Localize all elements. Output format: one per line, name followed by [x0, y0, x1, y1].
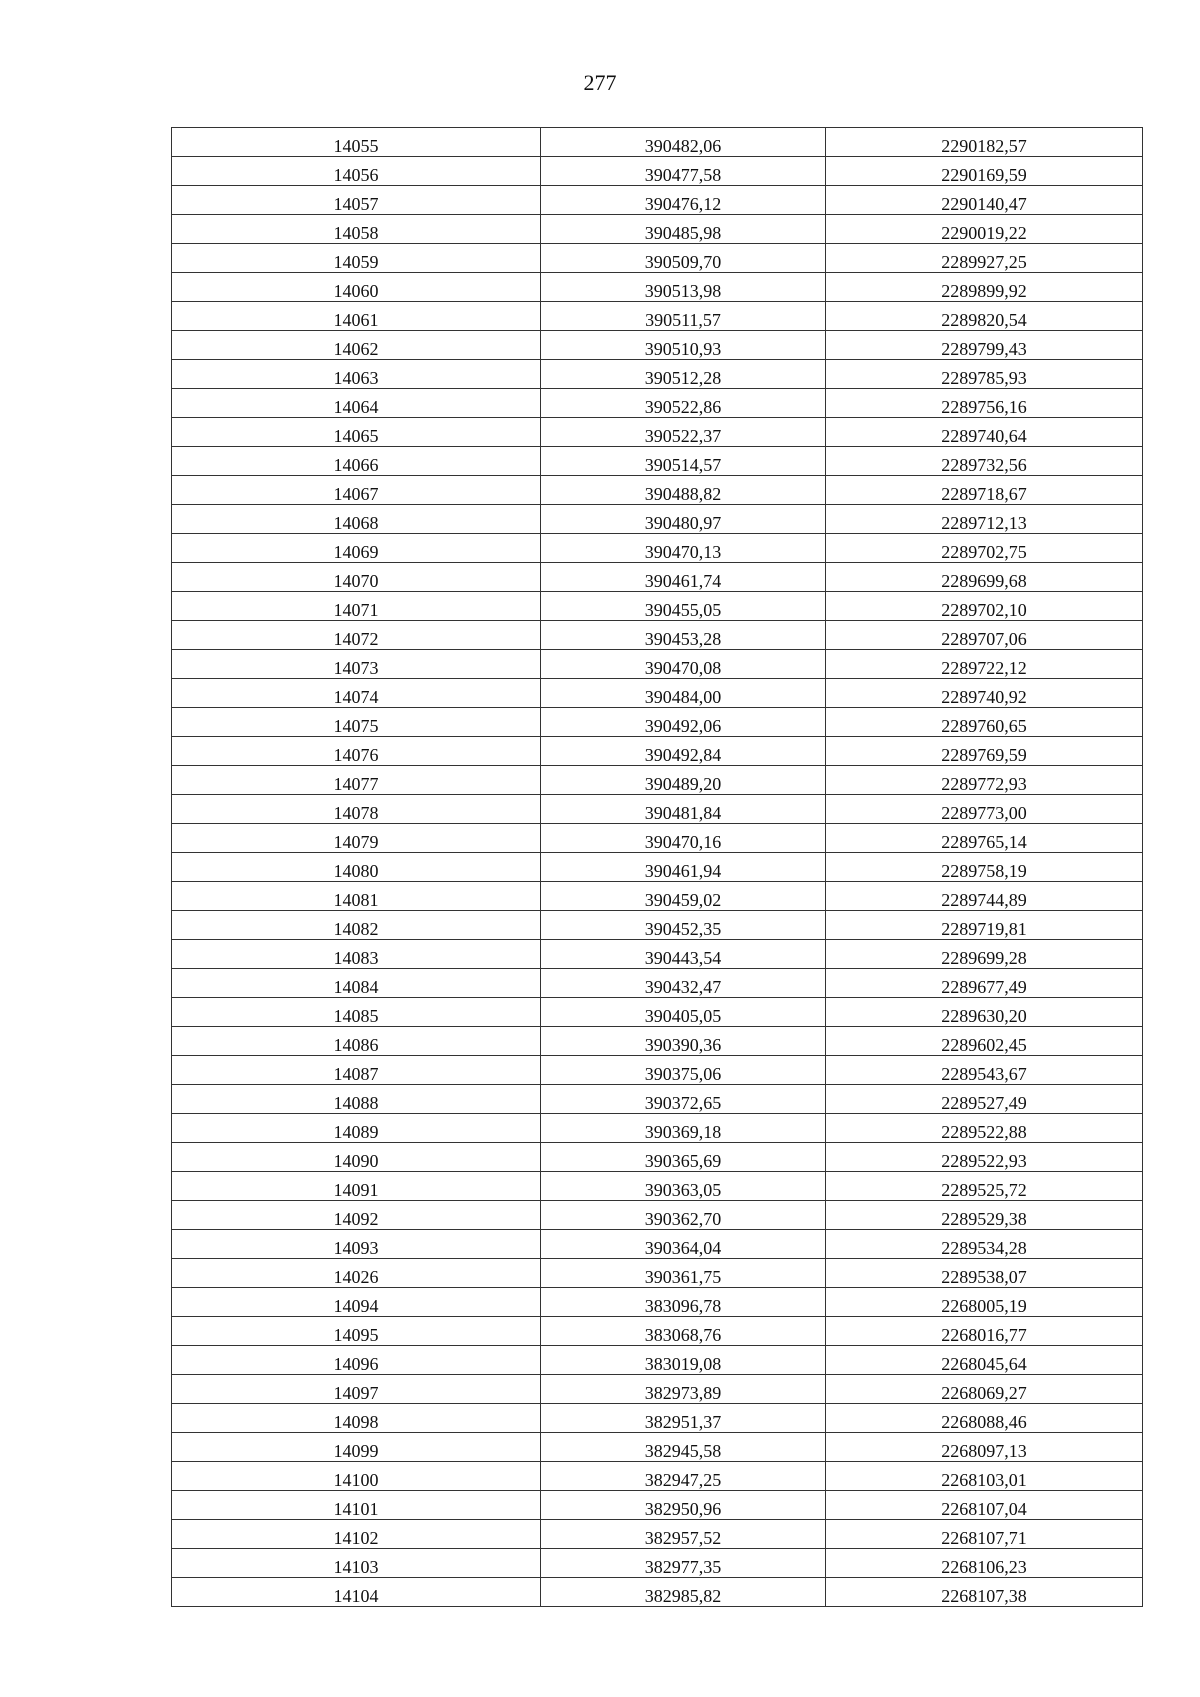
x-coordinate-cell: 390482,06 — [541, 128, 826, 157]
point-number-cell: 14085 — [172, 998, 541, 1027]
table-row — [172, 302, 1143, 331]
table-row — [172, 1259, 1143, 1288]
y-coordinate-cell: 2268107,71 — [826, 1520, 1143, 1549]
y-coordinate-cell: 2268088,46 — [826, 1404, 1143, 1433]
x-coordinate-cell: 390461,74 — [541, 563, 826, 592]
y-coordinate-cell: 2289712,13 — [826, 505, 1143, 534]
y-coordinate-cell: 2289718,67 — [826, 476, 1143, 505]
point-number-cell: 14077 — [172, 766, 541, 795]
x-coordinate-cell: 383019,08 — [541, 1346, 826, 1375]
y-coordinate-cell: 2289522,88 — [826, 1114, 1143, 1143]
table-row — [172, 389, 1143, 418]
table-row — [172, 244, 1143, 273]
coordinates-table-body — [172, 128, 1143, 1607]
y-coordinate-cell: 2268097,13 — [826, 1433, 1143, 1462]
x-coordinate-cell: 382973,89 — [541, 1375, 826, 1404]
x-coordinate-cell: 390361,75 — [541, 1259, 826, 1288]
y-coordinate-cell: 2289522,93 — [826, 1143, 1143, 1172]
point-number-cell: 14089 — [172, 1114, 541, 1143]
x-coordinate-cell: 390513,98 — [541, 273, 826, 302]
point-number-cell: 14078 — [172, 795, 541, 824]
y-coordinate-cell: 2289525,72 — [826, 1172, 1143, 1201]
x-coordinate-cell: 390372,65 — [541, 1085, 826, 1114]
x-coordinate-cell: 390470,16 — [541, 824, 826, 853]
table-row — [172, 1143, 1143, 1172]
point-number-cell: 14088 — [172, 1085, 541, 1114]
point-number-cell: 14093 — [172, 1230, 541, 1259]
point-number-cell: 14060 — [172, 273, 541, 302]
point-number-cell: 14080 — [172, 853, 541, 882]
point-number-cell: 14083 — [172, 940, 541, 969]
table-row — [172, 1346, 1143, 1375]
point-number-cell: 14103 — [172, 1549, 541, 1578]
x-coordinate-cell: 390485,98 — [541, 215, 826, 244]
point-number-cell: 14026 — [172, 1259, 541, 1288]
y-coordinate-cell: 2289740,92 — [826, 679, 1143, 708]
table-row — [172, 1549, 1143, 1578]
y-coordinate-cell: 2268005,19 — [826, 1288, 1143, 1317]
table-row — [172, 418, 1143, 447]
y-coordinate-cell: 2268106,23 — [826, 1549, 1143, 1578]
table-row — [172, 1172, 1143, 1201]
point-number-cell: 14099 — [172, 1433, 541, 1462]
table-row — [172, 998, 1143, 1027]
y-coordinate-cell: 2268103,01 — [826, 1462, 1143, 1491]
y-coordinate-cell: 2289699,68 — [826, 563, 1143, 592]
y-coordinate-cell: 2289707,06 — [826, 621, 1143, 650]
x-coordinate-cell: 390470,08 — [541, 650, 826, 679]
x-coordinate-cell: 390362,70 — [541, 1201, 826, 1230]
table-row — [172, 447, 1143, 476]
x-coordinate-cell: 390363,05 — [541, 1172, 826, 1201]
table-row — [172, 969, 1143, 998]
x-coordinate-cell: 390492,06 — [541, 708, 826, 737]
x-coordinate-cell: 390509,70 — [541, 244, 826, 273]
table-row — [172, 534, 1143, 563]
y-coordinate-cell: 2289760,65 — [826, 708, 1143, 737]
point-number-cell: 14068 — [172, 505, 541, 534]
y-coordinate-cell: 2289756,16 — [826, 389, 1143, 418]
x-coordinate-cell: 390522,37 — [541, 418, 826, 447]
x-coordinate-cell: 390461,94 — [541, 853, 826, 882]
y-coordinate-cell: 2268016,77 — [826, 1317, 1143, 1346]
y-coordinate-cell: 2268107,04 — [826, 1491, 1143, 1520]
table-row — [172, 1201, 1143, 1230]
page-number: 277 — [583, 70, 617, 95]
point-number-cell: 14063 — [172, 360, 541, 389]
x-coordinate-cell: 390488,82 — [541, 476, 826, 505]
point-number-cell: 14104 — [172, 1578, 541, 1607]
table-row — [172, 679, 1143, 708]
y-coordinate-cell: 2289773,00 — [826, 795, 1143, 824]
y-coordinate-cell: 2289529,38 — [826, 1201, 1143, 1230]
point-number-cell: 14074 — [172, 679, 541, 708]
x-coordinate-cell: 390365,69 — [541, 1143, 826, 1172]
x-coordinate-cell: 390514,57 — [541, 447, 826, 476]
x-coordinate-cell: 382951,37 — [541, 1404, 826, 1433]
y-coordinate-cell: 2289722,12 — [826, 650, 1143, 679]
table-row — [172, 215, 1143, 244]
point-number-cell: 14061 — [172, 302, 541, 331]
x-coordinate-cell: 390443,54 — [541, 940, 826, 969]
point-number-cell: 14071 — [172, 592, 541, 621]
y-coordinate-cell: 2290019,22 — [826, 215, 1143, 244]
x-coordinate-cell: 382950,96 — [541, 1491, 826, 1520]
x-coordinate-cell: 390477,58 — [541, 157, 826, 186]
x-coordinate-cell: 382985,82 — [541, 1578, 826, 1607]
point-number-cell: 14057 — [172, 186, 541, 215]
y-coordinate-cell: 2289534,28 — [826, 1230, 1143, 1259]
point-number-cell: 14092 — [172, 1201, 541, 1230]
x-coordinate-cell: 390480,97 — [541, 505, 826, 534]
y-coordinate-cell: 2289702,75 — [826, 534, 1143, 563]
x-coordinate-cell: 390390,36 — [541, 1027, 826, 1056]
table-row — [172, 273, 1143, 302]
y-coordinate-cell: 2289744,89 — [826, 882, 1143, 911]
x-coordinate-cell: 390492,84 — [541, 737, 826, 766]
table-row — [172, 1404, 1143, 1433]
y-coordinate-cell: 2289765,14 — [826, 824, 1143, 853]
y-coordinate-cell: 2290169,59 — [826, 157, 1143, 186]
y-coordinate-cell: 2289785,93 — [826, 360, 1143, 389]
point-number-cell: 14090 — [172, 1143, 541, 1172]
y-coordinate-cell: 2268107,38 — [826, 1578, 1143, 1607]
y-coordinate-cell: 2289719,81 — [826, 911, 1143, 940]
table-row — [172, 1230, 1143, 1259]
table-row — [172, 882, 1143, 911]
point-number-cell: 14066 — [172, 447, 541, 476]
y-coordinate-cell: 2268069,27 — [826, 1375, 1143, 1404]
point-number-cell: 14084 — [172, 969, 541, 998]
point-number-cell: 14065 — [172, 418, 541, 447]
y-coordinate-cell: 2289602,45 — [826, 1027, 1143, 1056]
x-coordinate-cell: 390511,57 — [541, 302, 826, 331]
point-number-cell: 14100 — [172, 1462, 541, 1491]
point-number-cell: 14082 — [172, 911, 541, 940]
table-row — [172, 795, 1143, 824]
y-coordinate-cell: 2289769,59 — [826, 737, 1143, 766]
table-row — [172, 360, 1143, 389]
table-row — [172, 186, 1143, 215]
point-number-cell: 14094 — [172, 1288, 541, 1317]
point-number-cell: 14075 — [172, 708, 541, 737]
point-number-cell: 14072 — [172, 621, 541, 650]
x-coordinate-cell: 382947,25 — [541, 1462, 826, 1491]
table-row — [172, 1375, 1143, 1404]
table-row — [172, 650, 1143, 679]
table-row — [172, 824, 1143, 853]
x-coordinate-cell: 383068,76 — [541, 1317, 826, 1346]
y-coordinate-cell: 2289899,92 — [826, 273, 1143, 302]
table-row — [172, 1520, 1143, 1549]
coordinates-table — [171, 127, 1143, 1607]
table-row — [172, 1578, 1143, 1607]
x-coordinate-cell: 390522,86 — [541, 389, 826, 418]
x-coordinate-cell: 382957,52 — [541, 1520, 826, 1549]
y-coordinate-cell: 2289543,67 — [826, 1056, 1143, 1085]
x-coordinate-cell: 382977,35 — [541, 1549, 826, 1578]
point-number-cell: 14067 — [172, 476, 541, 505]
point-number-cell: 14101 — [172, 1491, 541, 1520]
point-number-cell: 14055 — [172, 128, 541, 157]
y-coordinate-cell: 2289927,25 — [826, 244, 1143, 273]
y-coordinate-cell: 2289699,28 — [826, 940, 1143, 969]
table-row — [172, 1056, 1143, 1085]
x-coordinate-cell: 390481,84 — [541, 795, 826, 824]
x-coordinate-cell: 390510,93 — [541, 331, 826, 360]
y-coordinate-cell: 2290140,47 — [826, 186, 1143, 215]
x-coordinate-cell: 390452,35 — [541, 911, 826, 940]
x-coordinate-cell: 390375,06 — [541, 1056, 826, 1085]
point-number-cell: 14056 — [172, 157, 541, 186]
x-coordinate-cell: 390484,00 — [541, 679, 826, 708]
y-coordinate-cell: 2289527,49 — [826, 1085, 1143, 1114]
x-coordinate-cell: 390455,05 — [541, 592, 826, 621]
point-number-cell: 14062 — [172, 331, 541, 360]
y-coordinate-cell: 2289820,54 — [826, 302, 1143, 331]
x-coordinate-cell: 390364,04 — [541, 1230, 826, 1259]
x-coordinate-cell: 382945,58 — [541, 1433, 826, 1462]
x-coordinate-cell: 390459,02 — [541, 882, 826, 911]
table-row — [172, 853, 1143, 882]
point-number-cell: 14070 — [172, 563, 541, 592]
y-coordinate-cell: 2289702,10 — [826, 592, 1143, 621]
table-row — [172, 1491, 1143, 1520]
point-number-cell: 14058 — [172, 215, 541, 244]
y-coordinate-cell: 2289732,56 — [826, 447, 1143, 476]
point-number-cell: 14096 — [172, 1346, 541, 1375]
x-coordinate-cell: 390432,47 — [541, 969, 826, 998]
point-number-cell: 14059 — [172, 244, 541, 273]
table-row — [172, 940, 1143, 969]
y-coordinate-cell: 2289630,20 — [826, 998, 1143, 1027]
table-row — [172, 157, 1143, 186]
table-row — [172, 766, 1143, 795]
table-row — [172, 331, 1143, 360]
x-coordinate-cell: 390369,18 — [541, 1114, 826, 1143]
point-number-cell: 14095 — [172, 1317, 541, 1346]
table-row — [172, 708, 1143, 737]
table-row — [172, 128, 1143, 157]
table-row — [172, 476, 1143, 505]
point-number-cell: 14073 — [172, 650, 541, 679]
point-number-cell: 14098 — [172, 1404, 541, 1433]
table-row — [172, 592, 1143, 621]
point-number-cell: 14097 — [172, 1375, 541, 1404]
point-number-cell: 14064 — [172, 389, 541, 418]
y-coordinate-cell: 2268045,64 — [826, 1346, 1143, 1375]
table-row — [172, 1288, 1143, 1317]
point-number-cell: 14079 — [172, 824, 541, 853]
y-coordinate-cell: 2289799,43 — [826, 331, 1143, 360]
x-coordinate-cell: 390489,20 — [541, 766, 826, 795]
point-number-cell: 14087 — [172, 1056, 541, 1085]
x-coordinate-cell: 390453,28 — [541, 621, 826, 650]
table-row — [172, 1085, 1143, 1114]
x-coordinate-cell: 390476,12 — [541, 186, 826, 215]
y-coordinate-cell: 2289677,49 — [826, 969, 1143, 998]
point-number-cell: 14086 — [172, 1027, 541, 1056]
point-number-cell: 14081 — [172, 882, 541, 911]
x-coordinate-cell: 390512,28 — [541, 360, 826, 389]
table-row — [172, 911, 1143, 940]
x-coordinate-cell: 390470,13 — [541, 534, 826, 563]
table-row — [172, 1433, 1143, 1462]
x-coordinate-cell: 390405,05 — [541, 998, 826, 1027]
x-coordinate-cell: 383096,78 — [541, 1288, 826, 1317]
point-number-cell: 14069 — [172, 534, 541, 563]
y-coordinate-cell: 2290182,57 — [826, 128, 1143, 157]
y-coordinate-cell: 2289538,07 — [826, 1259, 1143, 1288]
y-coordinate-cell: 2289758,19 — [826, 853, 1143, 882]
point-number-cell: 14102 — [172, 1520, 541, 1549]
table-row — [172, 505, 1143, 534]
y-coordinate-cell: 2289740,64 — [826, 418, 1143, 447]
table-row — [172, 737, 1143, 766]
point-number-cell: 14076 — [172, 737, 541, 766]
table-row — [172, 1317, 1143, 1346]
y-coordinate-cell: 2289772,93 — [826, 766, 1143, 795]
point-number-cell: 14091 — [172, 1172, 541, 1201]
table-row — [172, 1462, 1143, 1491]
table-row — [172, 1114, 1143, 1143]
table-row — [172, 621, 1143, 650]
table-row — [172, 563, 1143, 592]
table-row — [172, 1027, 1143, 1056]
